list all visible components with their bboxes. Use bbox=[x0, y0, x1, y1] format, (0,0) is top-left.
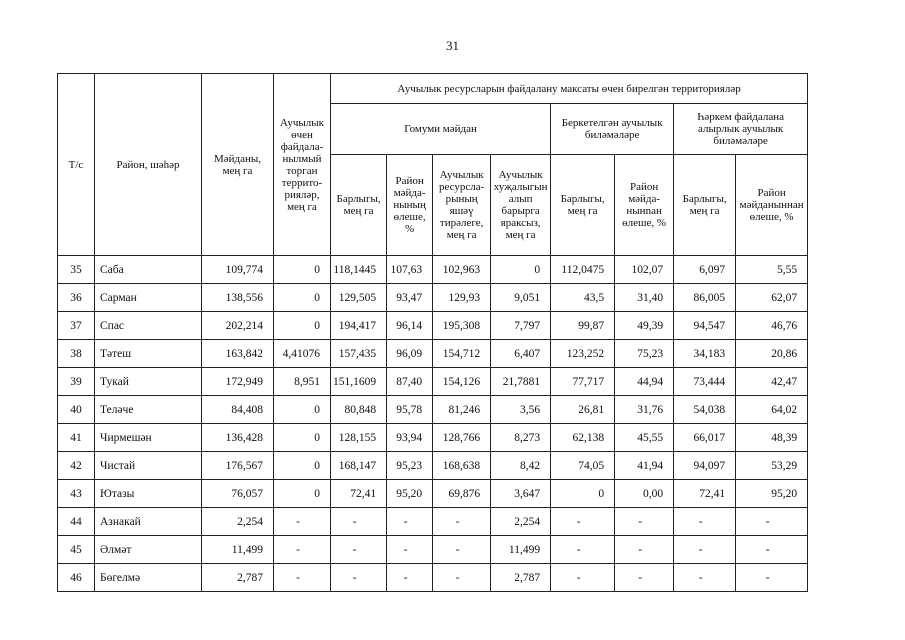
cell-general-share: - bbox=[387, 508, 433, 536]
cell-public-total: 72,41 bbox=[674, 480, 736, 508]
cell-general-habitat: 195,308 bbox=[433, 312, 491, 340]
cell-unused: 0 bbox=[274, 284, 331, 312]
cell-general-unfit: 0 bbox=[491, 256, 551, 284]
cell-assigned-total: 112,0475 bbox=[551, 256, 615, 284]
cell-general-unfit: 6,407 bbox=[491, 340, 551, 368]
cell-row-number: 37 bbox=[58, 312, 95, 340]
cell-public-total: 66,017 bbox=[674, 424, 736, 452]
cell-assigned-share: 102,07 bbox=[615, 256, 674, 284]
cell-general-habitat: 102,963 bbox=[433, 256, 491, 284]
cell-general-total: 72,41 bbox=[331, 480, 387, 508]
cell-general-unfit: 3,647 bbox=[491, 480, 551, 508]
cell-district: Тукай bbox=[95, 368, 202, 396]
cell-public-total: 73,444 bbox=[674, 368, 736, 396]
cell-general-habitat: - bbox=[433, 564, 491, 592]
cell-public-share: 46,76 bbox=[736, 312, 808, 340]
cell-assigned-total: - bbox=[551, 564, 615, 592]
hunting-grounds-table bbox=[57, 73, 808, 592]
cell-assigned-share: - bbox=[615, 508, 674, 536]
cell-row-number: 38 bbox=[58, 340, 95, 368]
cell-area: 76,057 bbox=[202, 480, 274, 508]
cell-general-habitat: 81,246 bbox=[433, 396, 491, 424]
header-row-number: Т/с bbox=[58, 74, 95, 256]
cell-general-total: 157,435 bbox=[331, 340, 387, 368]
cell-general-unfit: 21,7881 bbox=[491, 368, 551, 396]
cell-general-habitat: 154,126 bbox=[433, 368, 491, 396]
cell-unused: 0 bbox=[274, 396, 331, 424]
cell-assigned-share: 0,00 bbox=[615, 480, 674, 508]
cell-unused: 8,951 bbox=[274, 368, 331, 396]
cell-district: Сарман bbox=[95, 284, 202, 312]
cell-public-share: 64,02 bbox=[736, 396, 808, 424]
cell-general-share: - bbox=[387, 564, 433, 592]
cell-public-total: 34,183 bbox=[674, 340, 736, 368]
header-district: Район, шәһәр bbox=[95, 74, 202, 256]
table-row bbox=[58, 508, 808, 536]
cell-district: Чирмешән bbox=[95, 424, 202, 452]
cell-general-habitat: 69,876 bbox=[433, 480, 491, 508]
cell-assigned-share: 31,76 bbox=[615, 396, 674, 424]
table-row bbox=[58, 312, 808, 340]
header-general-unfit: Аучылык хуҗалыгын алып барырга яраксыз, мең га bbox=[491, 155, 551, 256]
cell-public-share: - bbox=[736, 536, 808, 564]
cell-general-habitat: - bbox=[433, 536, 491, 564]
table-row bbox=[58, 424, 808, 452]
header-general-total: Барлыгы, мең га bbox=[331, 155, 387, 256]
cell-assigned-total: - bbox=[551, 536, 615, 564]
cell-public-total: - bbox=[674, 564, 736, 592]
header-public-share: Район мәйданыннан өлеше, % bbox=[736, 155, 808, 256]
cell-general-unfit: 2,787 bbox=[491, 564, 551, 592]
cell-area: 2,254 bbox=[202, 508, 274, 536]
cell-assigned-total: 123,252 bbox=[551, 340, 615, 368]
cell-general-share: 95,20 bbox=[387, 480, 433, 508]
cell-general-share: 87,40 bbox=[387, 368, 433, 396]
table-row bbox=[58, 536, 808, 564]
cell-row-number: 39 bbox=[58, 368, 95, 396]
cell-district: Ютазы bbox=[95, 480, 202, 508]
cell-general-unfit: 8,273 bbox=[491, 424, 551, 452]
cell-general-share: 107,63 bbox=[387, 256, 433, 284]
cell-district: Чистай bbox=[95, 452, 202, 480]
cell-public-share: - bbox=[736, 508, 808, 536]
cell-assigned-share: 44,94 bbox=[615, 368, 674, 396]
cell-public-share: 53,29 bbox=[736, 452, 808, 480]
cell-general-share: 96,09 bbox=[387, 340, 433, 368]
cell-assigned-total: 74,05 bbox=[551, 452, 615, 480]
cell-assigned-share: 41,94 bbox=[615, 452, 674, 480]
table-row bbox=[58, 368, 808, 396]
cell-area: 176,567 bbox=[202, 452, 274, 480]
cell-row-number: 43 bbox=[58, 480, 95, 508]
cell-public-total: - bbox=[674, 508, 736, 536]
header-public-total: Барлыгы, мең га bbox=[674, 155, 736, 256]
cell-general-unfit: 3,56 bbox=[491, 396, 551, 424]
cell-public-share: 5,55 bbox=[736, 256, 808, 284]
cell-general-unfit: 7,797 bbox=[491, 312, 551, 340]
cell-general-share: 95,23 bbox=[387, 452, 433, 480]
header-general-area: Гомуми мәйдан bbox=[331, 104, 551, 155]
cell-unused: 0 bbox=[274, 452, 331, 480]
cell-general-habitat: 129,93 bbox=[433, 284, 491, 312]
cell-row-number: 36 bbox=[58, 284, 95, 312]
table-row bbox=[58, 480, 808, 508]
table-row bbox=[58, 564, 808, 592]
cell-public-total: - bbox=[674, 536, 736, 564]
cell-general-share: 93,47 bbox=[387, 284, 433, 312]
cell-public-share: 20,86 bbox=[736, 340, 808, 368]
cell-general-total: 168,147 bbox=[331, 452, 387, 480]
cell-unused: - bbox=[274, 536, 331, 564]
cell-assigned-total: 26,81 bbox=[551, 396, 615, 424]
cell-general-habitat: 168,638 bbox=[433, 452, 491, 480]
cell-row-number: 40 bbox=[58, 396, 95, 424]
cell-assigned-total: 99,87 bbox=[551, 312, 615, 340]
cell-assigned-total: - bbox=[551, 508, 615, 536]
table-row bbox=[58, 284, 808, 312]
cell-general-total: - bbox=[331, 536, 387, 564]
cell-general-habitat: 128,766 bbox=[433, 424, 491, 452]
cell-unused: 4,41076 bbox=[274, 340, 331, 368]
table-row bbox=[58, 452, 808, 480]
cell-general-unfit: 11,499 bbox=[491, 536, 551, 564]
cell-public-share: 95,20 bbox=[736, 480, 808, 508]
cell-public-share: - bbox=[736, 564, 808, 592]
cell-area: 172,949 bbox=[202, 368, 274, 396]
table-body bbox=[58, 256, 808, 592]
cell-assigned-share: 75,23 bbox=[615, 340, 674, 368]
header-public-grounds: Һәркем файдалана алырлык аучылык биләмәләре bbox=[674, 104, 808, 155]
cell-unused: 0 bbox=[274, 424, 331, 452]
cell-general-unfit: 9,051 bbox=[491, 284, 551, 312]
cell-district: Азнакай bbox=[95, 508, 202, 536]
header-assigned-grounds: Беркетелгән аучылык биләмәләре bbox=[551, 104, 674, 155]
header-area: Мәйданы, мең га bbox=[202, 74, 274, 256]
cell-public-share: 42,47 bbox=[736, 368, 808, 396]
cell-general-habitat: 154,712 bbox=[433, 340, 491, 368]
cell-area: 11,499 bbox=[202, 536, 274, 564]
cell-unused: - bbox=[274, 508, 331, 536]
cell-area: 136,428 bbox=[202, 424, 274, 452]
cell-unused: 0 bbox=[274, 256, 331, 284]
cell-public-share: 62,07 bbox=[736, 284, 808, 312]
cell-row-number: 45 bbox=[58, 536, 95, 564]
cell-assigned-total: 77,717 bbox=[551, 368, 615, 396]
header-unused-territories: Аучылык өчен файдала-нылмый торган террито-рияләр, мең га bbox=[274, 74, 331, 256]
cell-district: Спас bbox=[95, 312, 202, 340]
cell-general-total: - bbox=[331, 508, 387, 536]
cell-district: Теләче bbox=[95, 396, 202, 424]
cell-area: 163,842 bbox=[202, 340, 274, 368]
cell-assigned-share: 31,40 bbox=[615, 284, 674, 312]
cell-general-share: 96,14 bbox=[387, 312, 433, 340]
cell-general-total: 80,848 bbox=[331, 396, 387, 424]
cell-assigned-share: - bbox=[615, 536, 674, 564]
cell-unused: 0 bbox=[274, 480, 331, 508]
cell-general-total: - bbox=[331, 564, 387, 592]
header-assigned-total: Барлыгы, мең га bbox=[551, 155, 615, 256]
cell-area: 109,774 bbox=[202, 256, 274, 284]
cell-area: 84,408 bbox=[202, 396, 274, 424]
cell-public-share: 48,39 bbox=[736, 424, 808, 452]
cell-public-total: 54,038 bbox=[674, 396, 736, 424]
cell-row-number: 41 bbox=[58, 424, 95, 452]
table-row bbox=[58, 256, 808, 284]
cell-general-unfit: 2,254 bbox=[491, 508, 551, 536]
header-general-share: Район мәйда-нының өлеше, % bbox=[387, 155, 433, 256]
cell-row-number: 44 bbox=[58, 508, 95, 536]
cell-assigned-total: 62,138 bbox=[551, 424, 615, 452]
cell-unused: - bbox=[274, 564, 331, 592]
cell-row-number: 46 bbox=[58, 564, 95, 592]
table-row bbox=[58, 396, 808, 424]
cell-public-total: 94,097 bbox=[674, 452, 736, 480]
page-number: 31 bbox=[446, 38, 459, 53]
cell-public-total: 86,005 bbox=[674, 284, 736, 312]
cell-row-number: 42 bbox=[58, 452, 95, 480]
cell-general-total: 118,1445 bbox=[331, 256, 387, 284]
header-assigned-share: Район мәйда-нынnан өлеше, % bbox=[615, 155, 674, 256]
header-general-habitat: Аучылык ресурсла-рының яшәү тирәлеге, мең га bbox=[433, 155, 491, 256]
cell-general-share: 93,94 bbox=[387, 424, 433, 452]
header-group-territories: Аучылык ресурсларын файдалану максаты өчен бирелгән территорияләр bbox=[331, 74, 808, 104]
cell-general-habitat: - bbox=[433, 508, 491, 536]
cell-row-number: 35 bbox=[58, 256, 95, 284]
cell-assigned-share: 45,55 bbox=[615, 424, 674, 452]
cell-general-total: 194,417 bbox=[331, 312, 387, 340]
cell-public-total: 6,097 bbox=[674, 256, 736, 284]
cell-assigned-total: 43,5 bbox=[551, 284, 615, 312]
cell-district: Әлмәт bbox=[95, 536, 202, 564]
cell-general-unfit: 8,42 bbox=[491, 452, 551, 480]
cell-assigned-total: 0 bbox=[551, 480, 615, 508]
cell-area: 202,214 bbox=[202, 312, 274, 340]
cell-area: 138,556 bbox=[202, 284, 274, 312]
cell-general-total: 129,505 bbox=[331, 284, 387, 312]
cell-assigned-share: 49,39 bbox=[615, 312, 674, 340]
cell-district: Саба bbox=[95, 256, 202, 284]
cell-unused: 0 bbox=[274, 312, 331, 340]
cell-assigned-share: - bbox=[615, 564, 674, 592]
cell-general-total: 151,1609 bbox=[331, 368, 387, 396]
cell-district: Тәтеш bbox=[95, 340, 202, 368]
cell-general-share: 95,78 bbox=[387, 396, 433, 424]
table-row bbox=[58, 340, 808, 368]
cell-public-total: 94,547 bbox=[674, 312, 736, 340]
cell-area: 2,787 bbox=[202, 564, 274, 592]
cell-district: Бөгелмә bbox=[95, 564, 202, 592]
cell-general-total: 128,155 bbox=[331, 424, 387, 452]
cell-general-share: - bbox=[387, 536, 433, 564]
